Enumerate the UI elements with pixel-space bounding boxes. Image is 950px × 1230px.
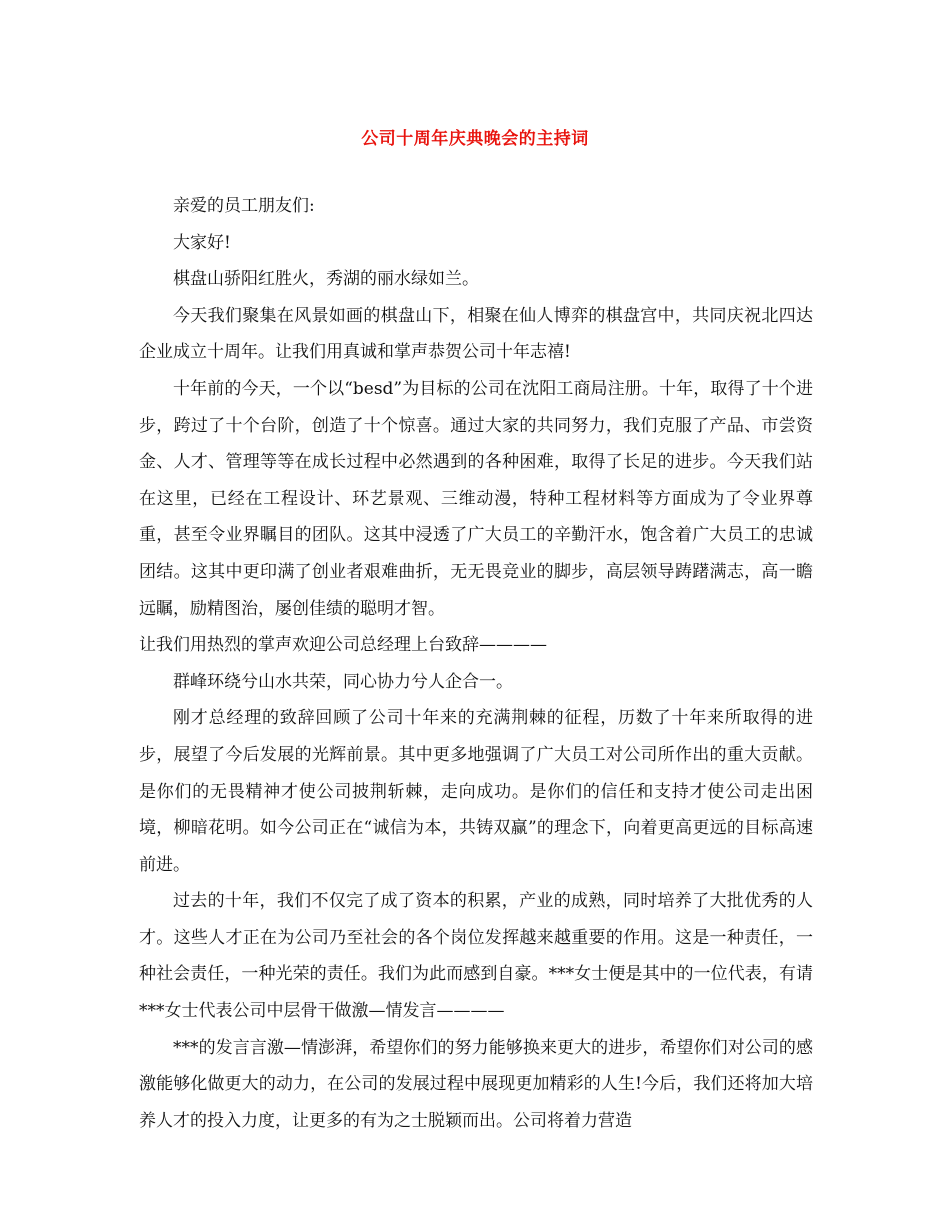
paragraph-response: ***的发言言激—情澎湃，希望你们的努力能够换来更大的进步，希望你们对公司的感激能够化做更大的动力，在公司的发展过程中展现更加精彩的人生!今后，我们还将加大培养人才的投入力度，让更多的有为之士脱颖而出。公司将着力营造 (139, 1037, 813, 1131)
document-body (139, 188, 813, 1139)
paragraph-gm-review: 刚才总经理的致辞回顾了公司十年来的充满荆棘的征程，历数了十年来所取得的进步，展望了今后发展的光辉前景。其中更多地强调了广大员工对公司所作出的重大贡献。是你们的无畏精神才使公司披荆斩棘，走向成功。是你们的信任和支持才使公司走出困境，柳暗花明。如今公司正在“诚信为本，共铸双赢”的理念下，向着更高更远的目标高速前进。 (139, 708, 813, 875)
paragraph-greeting: 亲爱的员工朋友们: (173, 196, 315, 216)
paragraph-talent: 过去的十年，我们不仅完了成了资本的积累，产业的成熟，同时培养了大批优秀的人才。这些人才正在为公司乃至社会的各个岗位发挥越来越重要的作用。这是一种责任，一种社会责任，一种光荣的责任。我们为此而感到自豪。***女士便是其中的一位代表，有请***女士代表公司中层骨干做激—情发言———— (139, 891, 813, 1022)
document-title: 公司十周年庆典晚会的主持词 (361, 129, 589, 149)
paragraph-opening: 今天我们聚集在风景如画的棋盘山下，相聚在仙人博弈的棋盘宫中，共同庆祝北四达企业成立十周年。让我们用真诚和掌声恭贺公司十年志禧! (139, 305, 813, 363)
paragraph-history: 十年前的今天，一个以“besd”为目标的公司在沈阳工商局注册。十年，取得了十个进步，跨过了十个台阶，创造了十个惊喜。通过大家的共同努力，我们克服了产品、市尝资金、人才、管理等等在成长过程中必然遇到的各种困难，取得了长足的进步。今天我们站在这里，已经在工程设计、环艺景观、三维动漫，特种工程材料等方面成为了令业界尊重，甚至令业界瞩目的团队。这其中浸透了广大员工的辛勤汗水，饱含着广大员工的忠诚团结。这其中更印满了创业者艰难曲折，无无畏竞业的脚步，高层领导踌躇满志，高一瞻远瞩，励精图治，屡创佳绩的聪明才智。 (139, 378, 813, 619)
paragraph-hello: 大家好! (173, 232, 231, 253)
paragraph-welcome-gm: 让我们用热烈的掌声欢迎公司总经理上台致辞———— (139, 635, 547, 656)
paragraph-couplet-2: 群峰环绕兮山水共荣，同心协力兮人企合一。 (173, 671, 513, 692)
paragraph-couplet-1: 棋盘山骄阳红胜火，秀湖的丽水绿如兰。 (173, 269, 479, 290)
